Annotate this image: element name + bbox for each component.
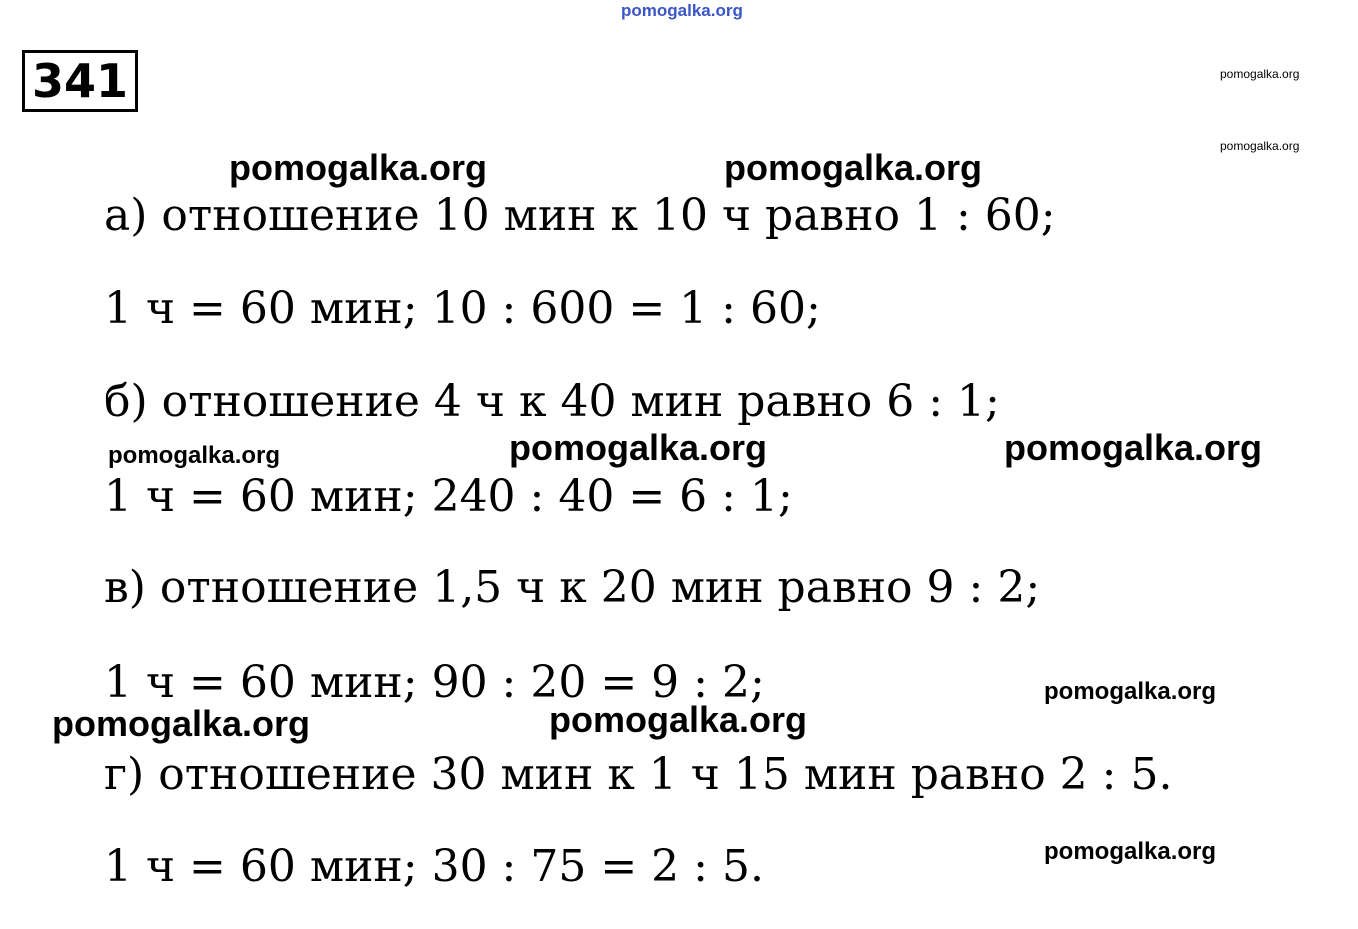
- solution-line-g: г) отношение 30 мин к 1 ч 15 мин равно 2 : 5.: [104, 749, 1173, 800]
- watermark-large-2: pomogalka.org: [724, 147, 983, 188]
- solution-line-v-calc: 1 ч = 60 мин; 90 : 20 = 9 : 2;: [104, 657, 765, 708]
- watermark-corner-2: pomogalka.org: [1220, 139, 1300, 153]
- solution-line-a: а) отношение 10 мин к 10 ч равно 1 : 60;: [104, 190, 1056, 241]
- watermark-large-1: pomogalka.org: [229, 147, 488, 188]
- solution-line-g-calc: 1 ч = 60 мин; 30 : 75 = 2 : 5.: [104, 841, 764, 892]
- watermark-large-5: pomogalka.org: [52, 703, 311, 744]
- watermark-mid-1: pomogalka.org: [108, 442, 281, 469]
- watermark-mid-3: pomogalka.org: [1044, 838, 1217, 865]
- solution-line-a-calc: 1 ч = 60 мин; 10 : 600 = 1 : 60;: [104, 283, 821, 334]
- watermark-large-4: pomogalka.org: [1004, 427, 1263, 468]
- watermark-corner-1: pomogalka.org: [1220, 67, 1300, 81]
- solution-line-b: б) отношение 4 ч к 40 мин равно 6 : 1;: [104, 376, 1000, 427]
- problem-number: [22, 50, 138, 112]
- watermark-top: pomogalka.org: [621, 1, 743, 20]
- solution-line-v: в) отношение 1,5 ч к 20 мин равно 9 : 2;: [104, 562, 1041, 613]
- solution-line-b-calc: 1 ч = 60 мин; 240 : 40 = 6 : 1;: [104, 471, 793, 522]
- watermark-large-3: pomogalka.org: [509, 427, 768, 468]
- watermark-mid-2: pomogalka.org: [1044, 678, 1217, 705]
- problem-number-text: 341: [31, 54, 129, 108]
- watermark-large-6: pomogalka.org: [549, 699, 808, 740]
